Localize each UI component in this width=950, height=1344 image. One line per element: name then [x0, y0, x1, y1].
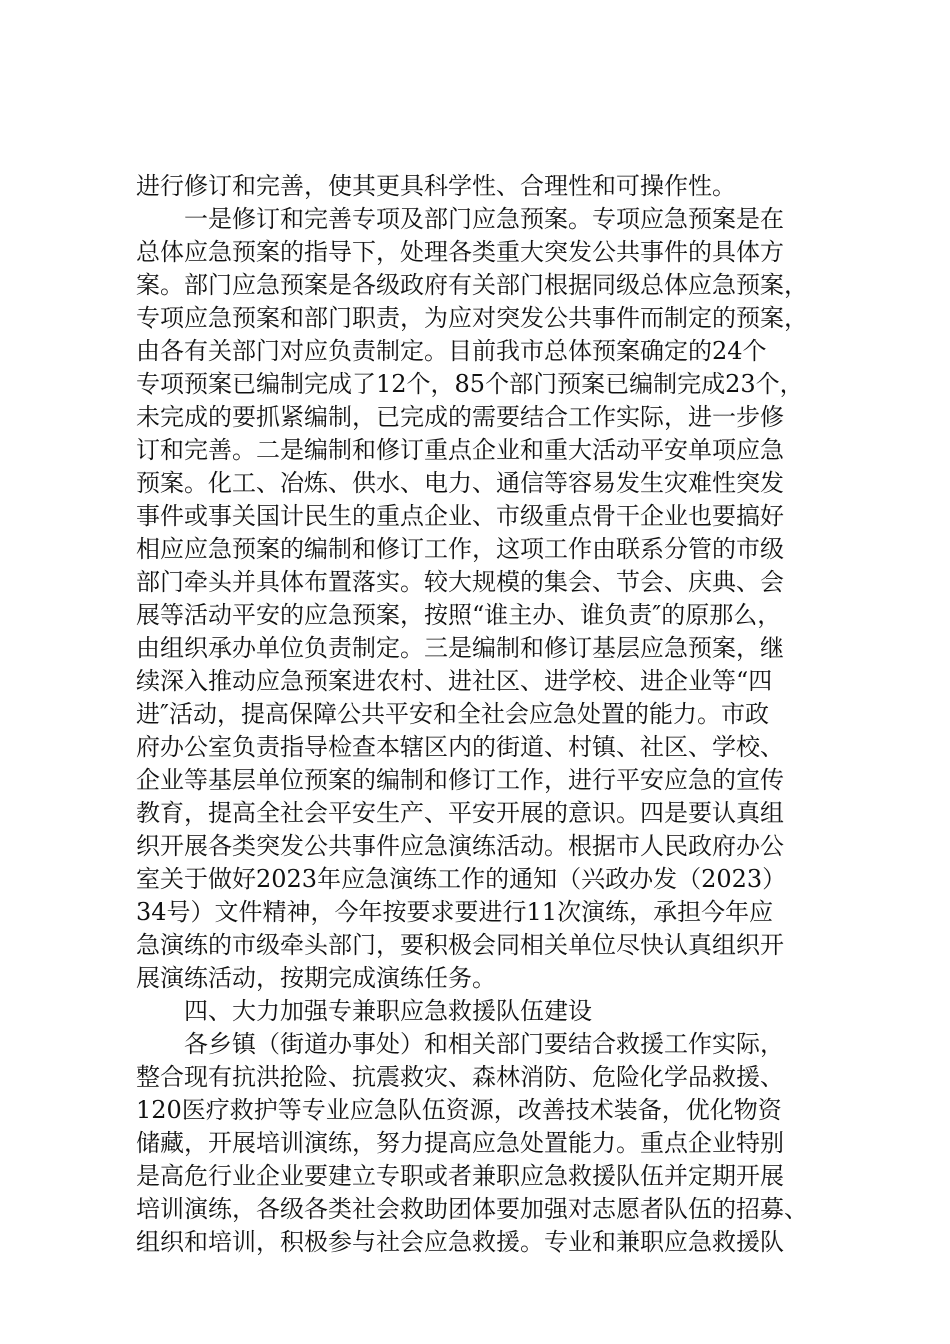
text-line: 预案。化工、冶炼、供水、电力、通信等容易发生灾难性突发	[136, 469, 784, 497]
text-line: 教育，提高全社会平安生产、平安开展的意识。四是要认真组	[136, 799, 784, 827]
text-line: 各乡镇（街道办事处）和相关部门要结合救援工作实际，	[184, 1030, 784, 1058]
text-line: 储藏，开展培训演练，努力提高应急处置能力。重点企业特别	[136, 1129, 784, 1157]
text-line: 案。部门应急预案是各级政府有关部门根据同级总体应急预案，	[136, 271, 808, 299]
text-line: 由组织承办单位负责制定。三是编制和修订基层应急预案，继	[136, 634, 784, 662]
text-line: 整合现有抗洪抢险、抗震救灾、森林消防、危险化学品救援、	[136, 1063, 784, 1091]
text-line: 是高危行业企业要建立专职或者兼职应急救援队伍并定期开展	[136, 1162, 784, 1190]
text-line: 室关于做好2023年应急演练工作的通知（兴政办发（2023）	[136, 865, 787, 893]
text-line: 事件或事关国计民生的重点企业、市级重点骨干企业也要搞好	[136, 502, 784, 530]
text-line: 展等活动平安的应急预案，按照“谁主办、谁负责″的原那么，	[136, 601, 782, 629]
text-line: 急演练的市级牵头部门，要积极会同相关单位尽快认真组织开	[136, 931, 784, 959]
text-line: 34号）文件精神，今年按要求要进行11次演练，承担今年应	[136, 898, 774, 926]
text-line: 由各有关部门对应负责制定。目前我市总体预案确定的24个	[136, 337, 767, 365]
text-line: 府办公室负责指导检查本辖区内的街道、村镇、社区、学校、	[136, 733, 784, 761]
text-line: 订和完善。二是编制和修订重点企业和重大活动平安单项应急	[136, 436, 784, 464]
text-line: 企业等基层单位预案的编制和修订工作，进行平安应急的宣传	[136, 766, 784, 794]
text-line: 专项预案已编制完成了12个，85个部门预案已编制完成23个，	[136, 370, 804, 398]
text-line: 部门牵头并具体布置落实。较大规模的集会、节会、庆典、会	[136, 568, 784, 596]
text-line: 四、大力加强专兼职应急救援队伍建设	[184, 997, 592, 1025]
text-line: 培训演练，各级各类社会救助团体要加强对志愿者队伍的招募、	[136, 1195, 808, 1223]
text-line: 120医疗救护等专业应急队伍资源，改善技术装备，优化物资	[136, 1096, 782, 1124]
text-line: 展演练活动，按期完成演练任务。	[136, 964, 496, 992]
text-line: 组织和培训，积极参与社会应急救援。专业和兼职应急救援队	[136, 1228, 784, 1256]
body-text	[136, 170, 836, 1259]
text-line: 总体应急预案的指导下，处理各类重大突发公共事件的具体方	[136, 238, 784, 266]
text-line: 专项应急预案和部门职责，为应对突发公共事件而制定的预案，	[136, 304, 808, 332]
text-line: 一是修订和完善专项及部门应急预案。专项应急预案是在	[184, 205, 784, 233]
text-line: 相应应急预案的编制和修订工作，这项工作由联系分管的市级	[136, 535, 784, 563]
text-line: 进行修订和完善，使其更具科学性、合理性和可操作性。	[136, 172, 736, 200]
text-line: 进″活动，提高保障公共平安和全社会应急处置的能力。市政	[136, 700, 769, 728]
text-line: 续深入推动应急预案进农村、进社区、进学校、进企业等“四	[136, 667, 773, 695]
text-line: 织开展各类突发公共事件应急演练活动。根据市人民政府办公	[136, 832, 784, 860]
text-line: 未完成的要抓紧编制，已完成的需要结合工作实际，进一步修	[136, 403, 784, 431]
